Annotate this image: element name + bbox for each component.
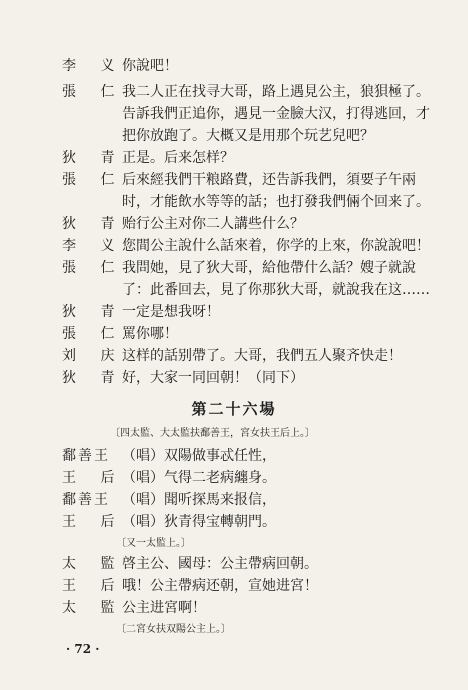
dialogue-line: 这样的話别帶了。大哥，我們五人聚齐快走！ (122, 348, 402, 364)
speaker-name: 王 后 (62, 578, 125, 594)
speaker-name: 王 后 (62, 470, 125, 486)
dialogue-line: 我二人正在找寻大哥，路上遇見公主，狼狽極了。 (122, 84, 430, 100)
dialogue-line: 一定是想我呀！ (122, 304, 220, 320)
speaker-name: 李 义 (62, 58, 125, 74)
speaker-name: 張 仁 (62, 260, 125, 276)
speaker-name: 刘 庆 (62, 348, 125, 364)
dialogue-line: 后來經我們干粮路費，还告訴我們，須要子午兩 (122, 172, 416, 188)
speaker-name: 狄 青 (62, 216, 125, 232)
dialogue-line: 贻行公主对你二人講些什么？ (122, 216, 304, 232)
speaker-name: 張 仁 (62, 326, 125, 342)
dialogue-line: 哦！公主帶病还朝，宣她进宮！ (122, 578, 318, 594)
speaker-name: 鄱善王 (62, 492, 110, 508)
speaker-name: 狄 青 (62, 304, 125, 320)
dialogue-line: 把你放跑了。大概又是用那个玩艺兒吧？ (122, 128, 374, 144)
dialogue-line: 了：此番回去，見了你那狄大哥，就說我在这…… (122, 282, 430, 298)
speaker-name: 太 監 (62, 600, 125, 616)
dialogue-line: （唱）双陽做事忒任性， (122, 448, 276, 464)
speaker-name: 王 后 (62, 514, 125, 530)
speaker-name: 狄 青 (62, 150, 125, 166)
dialogue-line: （唱）聞听探馬来报信， (122, 492, 276, 508)
dialogue-line: 时，才能飲水等等的話；也打發我們倆个回来了。 (122, 194, 430, 210)
speaker-name: 張 仁 (62, 84, 125, 100)
speaker-name: 李 义 (62, 238, 125, 254)
dialogue-line: （唱）气得二老病纏身。 (122, 470, 276, 486)
dialogue-line: 啓主公、國母：公主帶病回朝。 (122, 556, 318, 572)
dialogue-line: 公主进宮啊！ (122, 600, 206, 616)
speaker-name: 張 仁 (62, 172, 125, 188)
speaker-name: 狄 青 (62, 370, 125, 386)
dialogue-line: 你說吧！ (122, 58, 178, 74)
dialogue-line: 我問她，見了狄大哥，給他帶什么話？嫂子就說 (122, 260, 416, 276)
stage-direction: 〔又一太監上。〕 (116, 538, 191, 549)
dialogue-line: 好，大家一同回朝！（同下） (122, 370, 304, 386)
scene-title: 第二十六場 (191, 400, 277, 418)
dialogue-line: （唱）狄青得宝轉朝門。 (122, 514, 276, 530)
page-number: · 72 · (66, 642, 100, 656)
dialogue-line: 罵你哪！ (122, 326, 178, 342)
dialogue-line: 告訴我們正追你，遇見一金臉大汉，打得逃回，才 (122, 106, 430, 122)
stage-direction: 〔二宮女扶双陽公主上。〕 (116, 624, 231, 635)
speaker-name: 太 監 (62, 556, 125, 572)
dialogue-line: 您間公主說什么話來着，你学的上來，你說說吧！ (122, 238, 430, 254)
dialogue-line: 正是。后来怎样？ (122, 150, 234, 166)
stage-direction: 〔四太監、大太監扶鄱善王，宮女扶王后上。〕 (110, 428, 315, 439)
speaker-name: 鄱善王 (62, 448, 110, 464)
